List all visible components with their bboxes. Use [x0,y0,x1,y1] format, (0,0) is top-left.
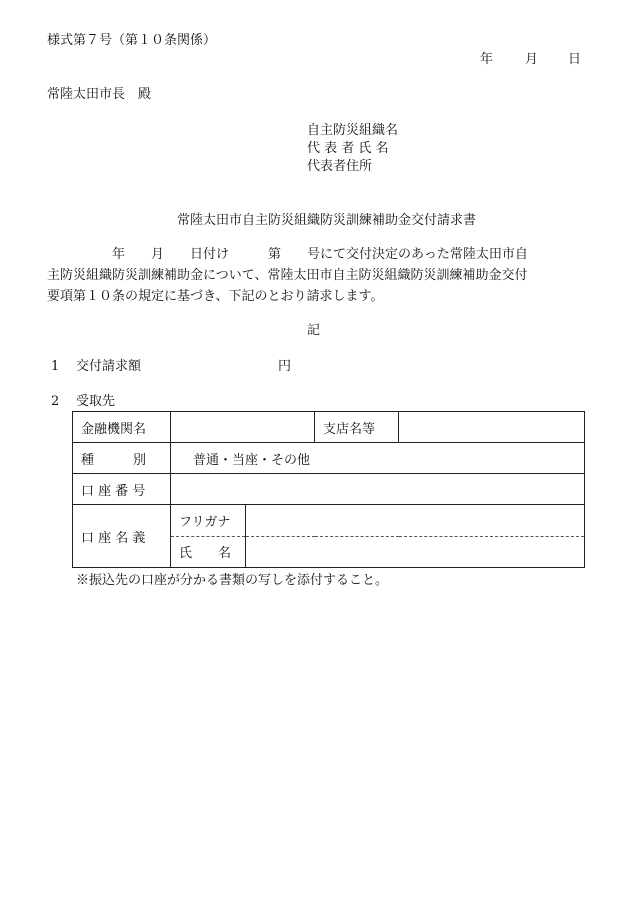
table-row [73,412,585,443]
bank-name-label: 金融機関名 [73,412,171,443]
document-title: 常陸太田市自主防災組織防災訓練補助金交付請求書 [177,213,477,228]
type-label: 種 別 [73,443,171,474]
furigana-field[interactable] [246,505,585,537]
body-line: 年 月 日付け 第 号にて交付決定のあった常陸太田市自 [47,247,528,262]
holder-name-label: 氏 名 [171,536,246,568]
item2-number: 2 [51,394,60,409]
item1-number: 1 [51,359,60,374]
date-line [480,52,582,68]
rep-address-label: 代表者住所 [307,159,373,174]
account-table [72,411,585,568]
item2-label: 受取先 [76,394,116,409]
body-line: 要項第１０条の規定に基づき、下記のとおり請求します。 [47,289,384,304]
addressee: 常陸太田市長 殿 [47,87,152,102]
body-paragraph [47,244,587,307]
table-row [73,443,585,474]
org-name-label: 自主防災組織名 [307,123,399,138]
furigana-label: フリガナ [171,505,246,537]
item1-unit: 円 [278,359,292,374]
type-options[interactable]: 普通・当座・その他 [171,443,585,474]
rep-name-label: 代 表 者 氏 名 [307,141,389,156]
item1-label: 交付請求額 [76,359,142,374]
ki-heading: 記 [307,323,321,338]
bank-name-field[interactable] [171,412,315,443]
holder-name-field[interactable] [246,536,585,568]
date-year-label: 年 [480,52,494,67]
table-row [73,505,585,537]
table-row [73,474,585,505]
account-number-label: 口 座 番 号 [73,474,171,505]
branch-name-field[interactable] [399,412,585,443]
body-line: 主防災組織防災訓練補助金について、常陸太田市自主防災組織防災訓練補助金交付 [47,268,528,283]
account-number-field[interactable] [171,474,585,505]
form-number: 様式第７号（第１０条関係） [47,33,217,48]
account-holder-label: 口 座 名 義 [73,505,171,568]
date-month-label: 月 [525,52,539,67]
attachment-note: ※振込先の口座が分かる書類の写しを添付すること。 [76,573,389,588]
date-day-label: 日 [568,52,582,67]
branch-name-label: 支店名等 [315,412,399,443]
